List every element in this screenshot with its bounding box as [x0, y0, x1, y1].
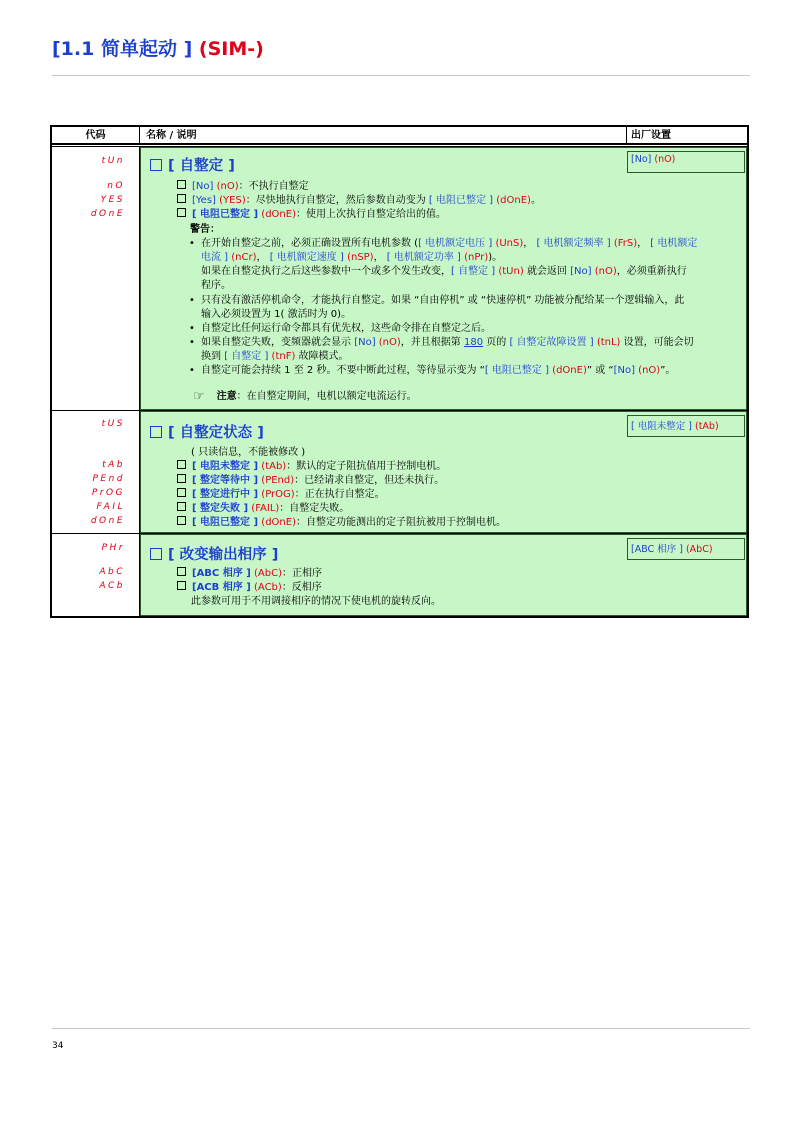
- option-code: PEnd: [92, 474, 125, 484]
- option-code: AbC: [99, 567, 125, 577]
- code-cell: [52, 147, 140, 410]
- readonly-note: ( 只读信息，不能被修改 ): [191, 447, 306, 458]
- column-header-code: 代码: [52, 127, 140, 145]
- header-divider: [52, 75, 750, 76]
- checkbox-icon: [177, 567, 186, 576]
- option-yes: [Yes] (YES)：尽快地执行自整定，然后参数自动变为 [ 电阻已整定 ] (dOnE)。: [177, 194, 541, 207]
- option-code: dOnE: [90, 209, 125, 219]
- option-abc: [ABC 相序 ] (AbC)：正相序: [177, 567, 322, 580]
- option-no: [No] (nO)：不执行自整定: [177, 180, 309, 193]
- bullet-5: • 自整定可能会持续 1 至 2 秒。不要中断此过程，等待显示变为 “[ 电阻已整定 ] (dOnE)” 或 “[No] (nO)”。: [189, 365, 676, 376]
- bullet-2: • 只有没有激活停机命令，才能执行自整定。如果 “自由停机” 或 “快速停机” 功能被分配给某一个逻辑输入，此: [189, 295, 685, 306]
- option-fail: [ 整定失败 ] (FAIL)：自整定失败。: [177, 502, 349, 515]
- option-code: dOnE: [90, 516, 125, 526]
- checkbox-icon: [177, 502, 186, 511]
- footer-divider: [52, 1028, 750, 1029]
- factory-setting: [No] (nO): [627, 151, 745, 173]
- checkbox-icon: [177, 194, 186, 203]
- column-header-factory: 出厂设置: [627, 127, 747, 145]
- bullet-1-cont: 程序。: [201, 280, 231, 291]
- checkbox-icon: [177, 460, 186, 469]
- note: ☞ 注意：在自整定期间，电机以额定电流运行。: [193, 389, 417, 404]
- code-cell: [52, 411, 140, 533]
- section-title-tus: [ 自整定状态 ]: [150, 421, 264, 442]
- section-title-phr: [ 改变输出相序 ]: [150, 543, 278, 564]
- bullet-1-cont: 如果在自整定执行之后这些参数中一个或多个发生改变，[ 自整定 ] (tUn) 就会返回 [No] (nO)，必须重新执行: [201, 266, 687, 277]
- checkbox-icon: [150, 548, 162, 560]
- section-title-tun: [ 自整定 ]: [150, 154, 235, 175]
- option-tab: [ 电阻未整定 ] (tAb)：默认的定子阻抗值用于控制电机。: [177, 460, 446, 473]
- checkbox-icon: [177, 208, 186, 217]
- checkbox-icon: [177, 180, 186, 189]
- checkbox-icon: [177, 488, 186, 497]
- option-code: YES: [100, 195, 125, 205]
- factory-setting: [ABC 相序 ] (AbC): [627, 538, 745, 560]
- checkbox-icon: [177, 581, 186, 590]
- code-cell: [52, 534, 140, 616]
- phr-description: 此参数可用于不用调接相序的情况下使电机的旋转反向。: [191, 596, 441, 607]
- bullet-1: • 在开始自整定之前，必须正确设置所有电机参数 ([ 电机额定电压 ] (UnS)， [ 电机额定频率 ] (FrS)， [ 电机额定: [189, 238, 698, 249]
- option-code: ACb: [99, 581, 125, 591]
- option-pend: [ 整定等待中 ] (PEnd)：已经请求自整定，但还未执行。: [177, 474, 444, 487]
- checkbox-icon: [150, 426, 162, 438]
- bullet-1-cont: 电流 ] (nCr)， [ 电机额定速度 ] (nSP)， [ 电机额定功率 ] (nPr))。: [201, 252, 503, 263]
- bullet-3: • 自整定比任何运行命令都具有优先权，这些命令排在自整定之后。: [189, 323, 491, 334]
- page-number: 34: [52, 1041, 64, 1051]
- option-code: FAIL: [96, 502, 125, 512]
- option-code: tAb: [102, 460, 125, 470]
- option-done: [ 电阻已整定 ] (dOnE)：自整定功能测出的定子阻抗被用于控制电机。: [177, 516, 506, 529]
- checkbox-icon: [177, 474, 186, 483]
- option-code: PrOG: [91, 488, 125, 498]
- bullet-4: • 如果自整定失败，变频器就会显示 [No] (nO)，并且根据第 180 页的 [ 自整定故障设置 ] (tnL) 设置，可能会切: [189, 337, 694, 348]
- param-code-tus: tUS: [101, 419, 125, 429]
- checkbox-icon: [150, 159, 162, 171]
- option-code: nO: [107, 181, 125, 191]
- checkbox-icon: [177, 516, 186, 525]
- warning-label: 警告：: [190, 224, 220, 235]
- option-prog: [ 整定进行中 ] (PrOG)：正在执行自整定。: [177, 488, 385, 501]
- option-done: [ 电阻已整定 ] (dOnE)：使用上次执行自整定给出的值。: [177, 208, 446, 221]
- param-code-phr: PHr: [101, 543, 125, 553]
- page-link[interactable]: 180: [463, 337, 484, 348]
- option-acb: [ACB 相序 ] (ACb)：反相序: [177, 581, 322, 594]
- pointing-hand-icon: ☞: [193, 389, 205, 404]
- bullet-2-cont: 输入必须设置为 1( 激活时为 0)。: [201, 309, 352, 320]
- bullet-4-cont: 换到 [ 自整定 ] (tnF) 故障模式。: [201, 351, 349, 362]
- factory-setting: [ 电阻未整定 ] (tAb): [627, 415, 745, 437]
- page-title: [1.1 简单起动 ] (SIM-): [52, 38, 264, 60]
- param-code-tun: tUn: [101, 156, 125, 166]
- column-header-name: 名称 / 说明: [140, 127, 627, 145]
